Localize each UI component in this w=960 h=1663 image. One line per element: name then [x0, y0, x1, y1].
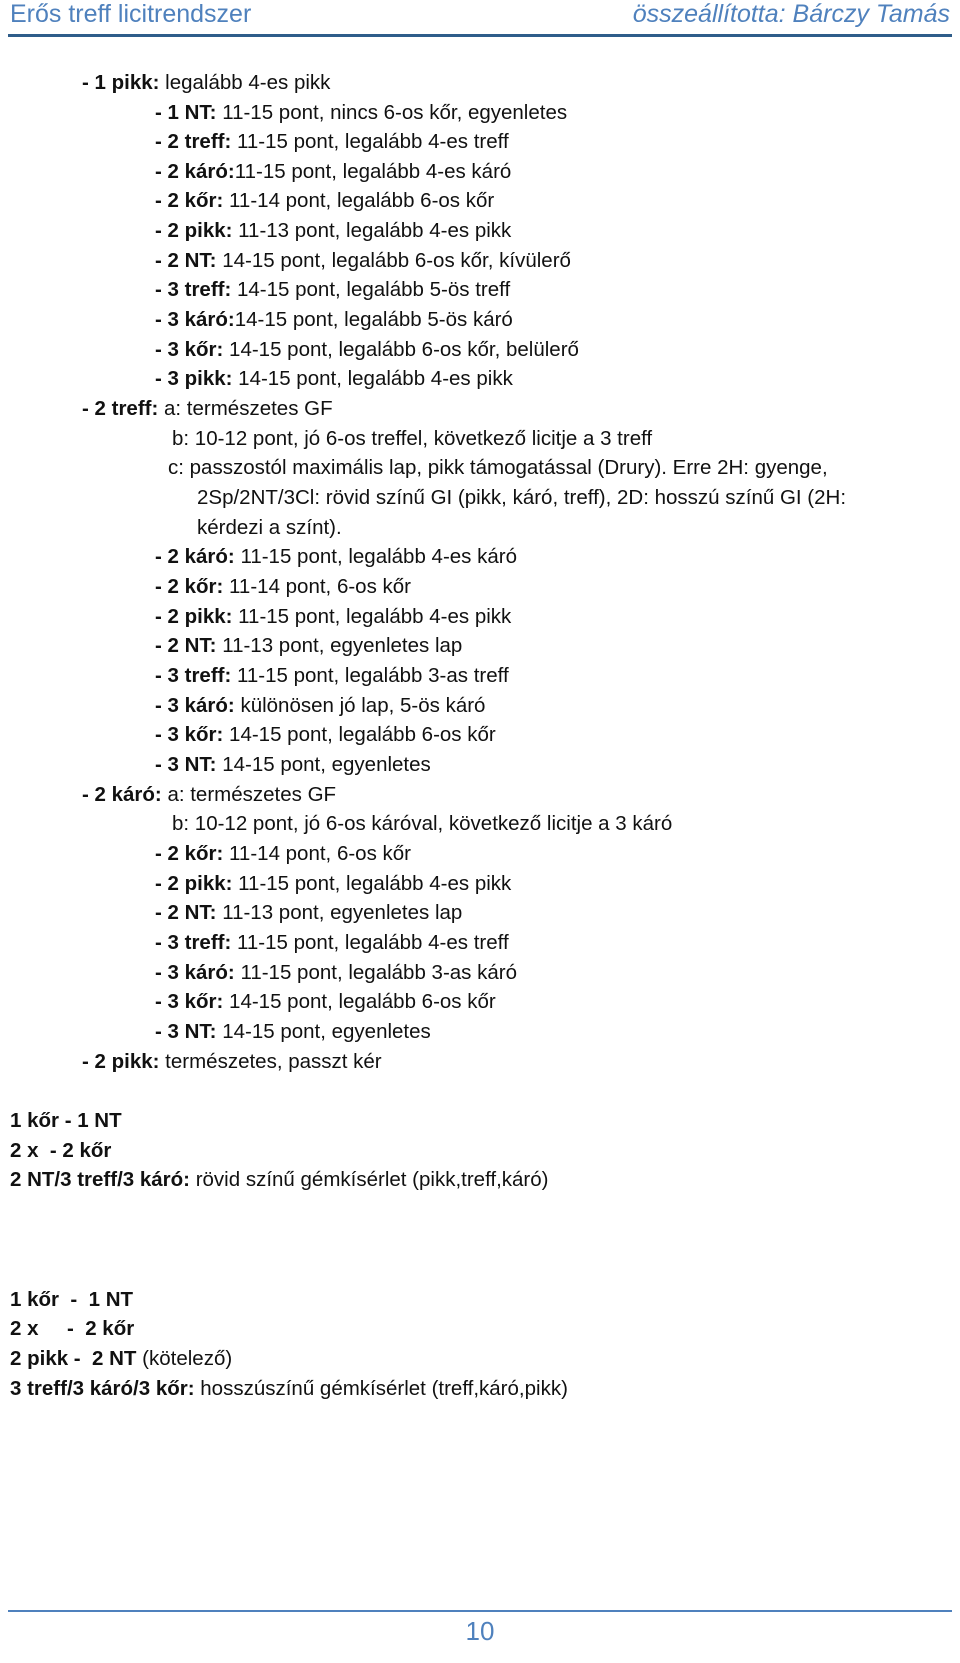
bid-line: - 2 NT: 11-13 pont, egyenletes lap [155, 634, 463, 657]
bid-line: - 2 treff: 11-15 pont, legalább 4-es treff [155, 130, 509, 153]
sequence-line: 2 pikk - 2 NT (kötelező) [10, 1347, 233, 1370]
bid-line: - 3 pikk: 14-15 pont, legalább 4-es pikk [155, 367, 513, 390]
bid-line: - 2 treff: a: természetes GF [82, 397, 333, 420]
bid-line: - 3 treff: 14-15 pont, legalább 5-ös treff [155, 278, 511, 301]
bid-line: kérdezi a színt). [197, 516, 342, 539]
bid-line: c: passzostól maximális lap, pikk támogatással (Drury). Erre 2H: gyenge, [168, 456, 828, 479]
bid-line: - 2 NT: 11-13 pont, egyenletes lap [155, 901, 463, 924]
bid-line: - 2 NT: 14-15 pont, legalább 6-os kőr, kívülerő [155, 249, 571, 272]
bid-line: - 3 kőr: 14-15 pont, legalább 6-os kőr, belülerő [155, 338, 579, 361]
bid-line: - 2 kőr: 11-14 pont, legalább 6-os kőr [155, 189, 495, 212]
bid-line: - 2 kőr: 11-14 pont, 6-os kőr [155, 575, 412, 598]
bid-line: - 2 pikk: 11-15 pont, legalább 4-es pikk [155, 605, 512, 628]
sequence-line: 1 kőr - 1 NT [10, 1288, 134, 1311]
sequence-line: 2 NT/3 treff/3 káró: rövid színű gémkísérlet (pikk,treff,káró) [10, 1168, 549, 1191]
bid-line: - 3 kőr: 14-15 pont, legalább 6-os kőr [155, 723, 496, 746]
bid-line: - 3 NT: 14-15 pont, egyenletes [155, 753, 431, 776]
bid-line: - 3 treff: 11-15 pont, legalább 3-as treff [155, 664, 509, 687]
bid-line: - 2 káró: 11-15 pont, legalább 4-es káró [155, 545, 518, 568]
bid-line: b: 10-12 pont, jó 6-os káróval, következő licitje a 3 káró [172, 812, 673, 835]
bid-line: - 2 pikk: 11-15 pont, legalább 4-es pikk [155, 872, 512, 895]
bid-line: - 2 kőr: 11-14 pont, 6-os kőr [155, 842, 412, 865]
sequence-line: 2 x - 2 kőr [10, 1139, 112, 1162]
document-title: Erős treff licitrendszer [10, 0, 252, 28]
bid-line: b: 10-12 pont, jó 6-os treffel, következő licitje a 3 treff [172, 427, 653, 450]
sequence-line: 1 kőr - 1 NT [10, 1109, 122, 1132]
bid-line: - 3 káró:14-15 pont, legalább 5-ös káró [155, 308, 513, 331]
footer-divider [8, 1610, 952, 1612]
bid-line: - 3 káró: 11-15 pont, legalább 3-as káró [155, 961, 518, 984]
bid-line: - 3 kőr: 14-15 pont, legalább 6-os kőr [155, 990, 496, 1013]
bid-line: 2Sp/2NT/3Cl: rövid színű GI (pikk, káró, treff), 2D: hosszú színű GI (2H: [197, 486, 847, 509]
bid-line: - 3 NT: 14-15 pont, egyenletes [155, 1020, 431, 1043]
bid-line: - 1 NT: 11-15 pont, nincs 6-os kőr, egyenletes [155, 101, 568, 124]
document-author: összeállította: Bárczy Tamás [632, 0, 950, 28]
bid-line: - 1 pikk: legalább 4-es pikk [82, 71, 331, 94]
page-number: 10 [465, 1616, 495, 1646]
sequence-line: 2 x - 2 kőr [10, 1317, 135, 1340]
bid-line: - 3 treff: 11-15 pont, legalább 4-es treff [155, 931, 509, 954]
sequence-line: 3 treff/3 káró/3 kőr: hosszúszínű gémkísérlet (treff,káró,pikk) [10, 1377, 568, 1400]
bid-line: - 2 káró:11-15 pont, legalább 4-es káró [155, 160, 512, 183]
bid-line: - 2 pikk: természetes, passzt kér [82, 1050, 382, 1073]
bid-line: - 2 káró: a: természetes GF [82, 783, 337, 806]
page-header [8, 0, 952, 37]
bid-line: - 2 pikk: 11-13 pont, legalább 4-es pikk [155, 219, 512, 242]
bid-line: - 3 káró: különösen jó lap, 5-ös káró [155, 694, 486, 717]
